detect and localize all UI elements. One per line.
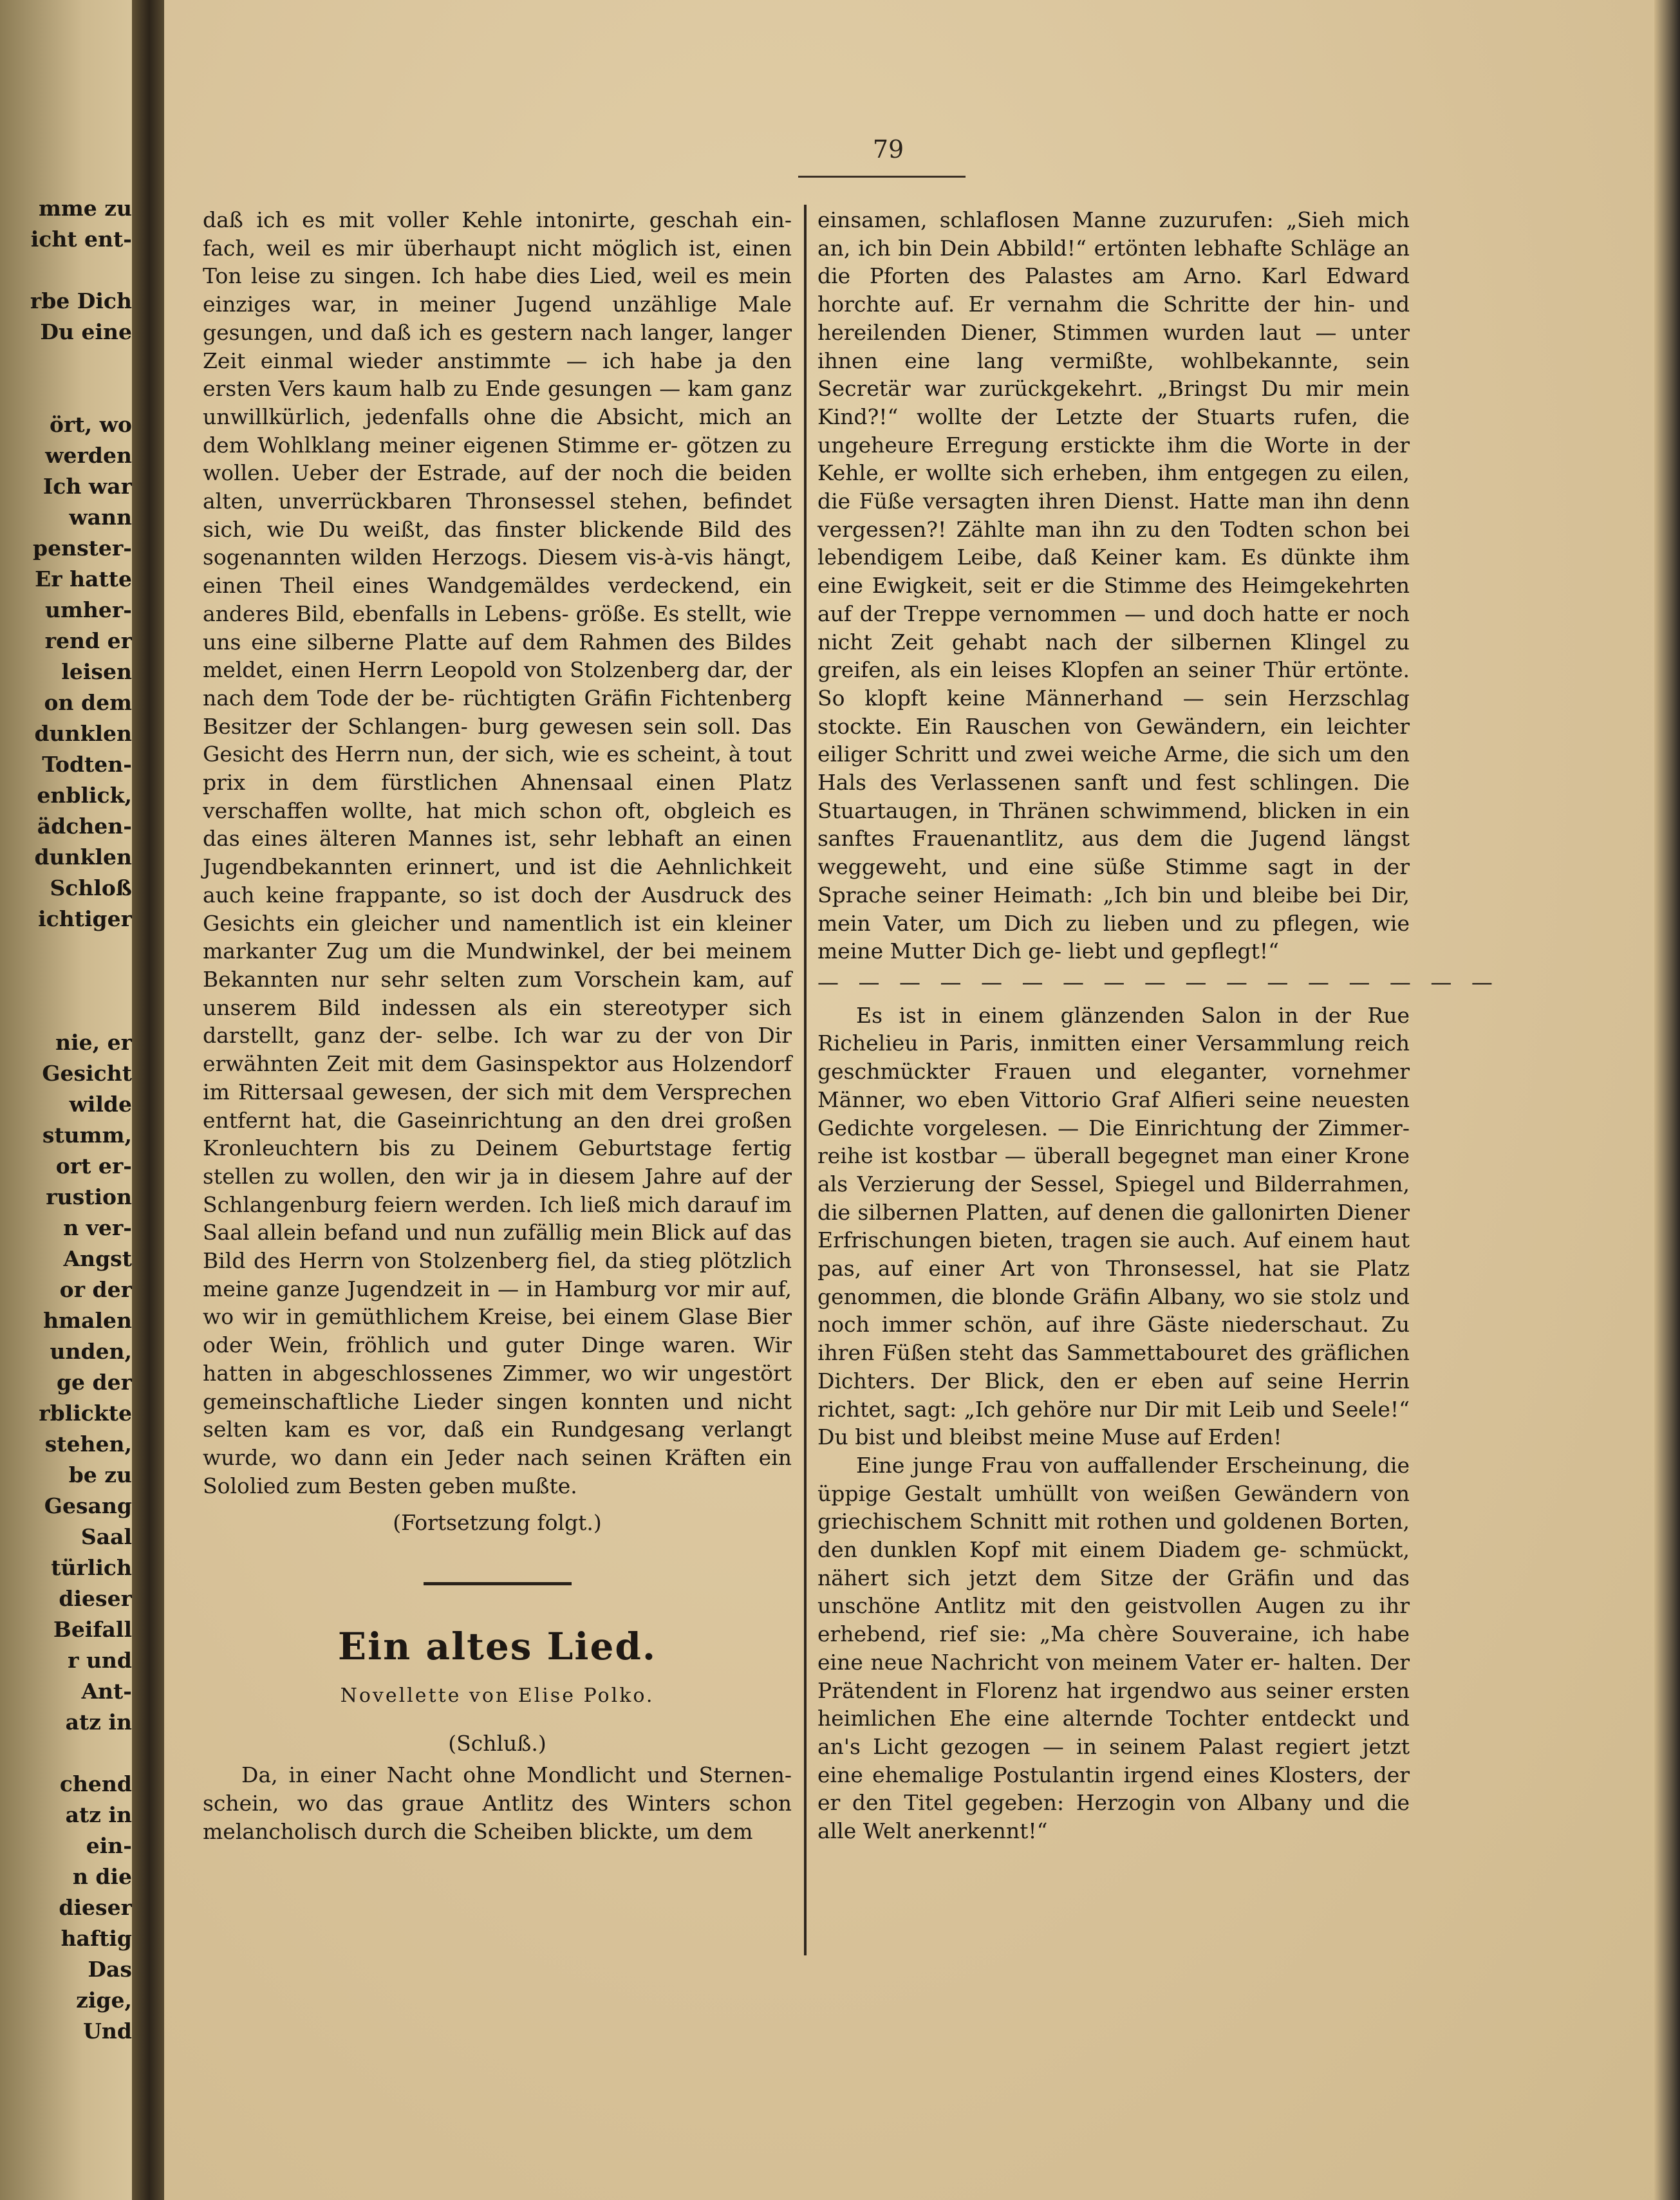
story-byline: Novellette von Elise Polko. <box>340 1684 655 1708</box>
facing-page-left <box>0 0 138 2200</box>
page-number: 79 <box>872 135 904 163</box>
facing-page-fragment: on dem <box>44 690 132 715</box>
facing-page-fragment: nie, er <box>55 1030 132 1055</box>
facing-page-fragment: Gesicht <box>42 1061 132 1086</box>
serial-paragraph: daß ich es mit voller Kehle intonirte, geschah ein- fach, weil es mir überhaupt nicht möglich ist, einen Ton leise zu singen. Ich habe dies Lied, weil es mein einziges war, in meiner Jugend unzählige Male gesungen, und daß ich es gestern nach langer, langer Zeit einmal wieder anstimmte — ich habe ja den ersten Vers kaum halb zu Ende gesungen — kam ganz unwillkürlich, jedenfalls ohne die Absicht, mich an dem Wohlklang meiner eigenen Stimme er- götzen zu wollen. Ueber der Estrade, auf der noch die beiden alten, unverrückbaren Thronsessel stehen, befindet sich, wie Du weißt, das finster blickende Bild des sogenannten wilden Herzogs. Diesem vis-à-vis hängt, einen Theil eines Wandgemäldes verdeckend, ein anderes Bild, ebenfalls in Lebens- größe. Es stellt, wie uns eine silberne Platte auf dem Rahmen des Bildes meldet, einen Herrn Leopold von Stolzenberg dar, der nach dem Tode der be- rüchtigten Gräfin Fichtenberg Besitzer der Schlangen- burg gewesen sein soll. Das Gesicht des Herrn nun, der sich, wie es scheint, à tout prix in dem fürstlichen Ahnensaal einen Platz verschaffen wollte, hat mich schon oft, obgleich es das eines älteren Mannes ist, sehr lebhaft an einen Jugendbekannten erinnert, und ist die Aehnlichkeit auch keine frappante, so ist doch der Ausdruck des Gesichts ein gleicher und namentlich ist ein kleiner markanter Zug um die Mundwinkel, der bei meinem Bekannten nur sehr selten zum Vorschein kam, auf unserem Bild indessen als ein stereotyper sich darstellt, ganz der- selbe. Ich war zu der von Dir erwähnten Zeit mit dem Gasinspektor aus Holzendorf im Rittersaal gewesen, der sich mit dem Versprechen entfernt hat, die Gaseinrichtung an den drei großen Kronleuchtern bis zu Deinem Geburtstage fertig stellen zu wollen, den wir ja in diesem Jahre auf der Schlangenburg feiern werden. Ich ließ mich darauf im Saal allein befand und nun zufällig mein Blick auf das Bild des Herrn von Stolzenberg fiel, da stieg plötzlich meine ganze Jugendzeit in — in Hamburg vor mir auf, wo wir in gemüthlichem Kreise, bei einem Glase Bier oder Wein, fröhlich und guter Dinge waren. Wir hatten in abgeschlossenes Zimmer, wo wir ungestört gemeinschaftliche Lieder singen konnten und nicht selten kam es vor, daß ein Rundgesang verlangt wurde, wo dann ein Jeder nach seinen Kräften ein Sololied zum Besten geben mußte. <box>203 207 792 1498</box>
facing-page-fragment: mme zu <box>38 196 132 221</box>
facing-page-fragment: be zu <box>68 1462 132 1487</box>
facing-page-fragment <box>3 1738 132 1769</box>
facing-page-fragment: türlich <box>51 1555 132 1580</box>
facing-page-fragment: ein- <box>86 1833 132 1858</box>
left-column <box>203 206 792 1846</box>
facing-page-fragment: zige, <box>76 1988 132 2013</box>
page-edge-shadow <box>1654 0 1680 2200</box>
story-paragraph: einsamen, schlaflosen Manne zuzurufen: „Sieh mich an, ich bin Dein Abbild!“ ertönten lebhafte Schläge an die Pforten des Palastes am Arno. Karl Edward horchte auf. Er vernahm die Schritte der hin- und hereilenden Diener, Stimmen wurden laut — unter ihnen eine lang vermißte, wohlbekannte, sein Secretär war zurückgekehrt. „Bringst Du mir mein Kind?!“ wollte der Letzte der Stuarts rufen, die ungeheure Erregung erstickte ihm die Worte in der Kehle, er wollte sich erheben, ihm entgegen zu eilen, die Füße versagten ihren Dienst. Hatte man ihn denn vergessen?! Zählte man ihn zu den Todten schon bei lebendigem Leibe, daß Keiner kam. Es dünkte ihm eine Ewigkeit, seit er die Stimme des Heimgekehrten auf der Treppe vernommen — und doch hatte er noch nicht Zeit gehabt nach der silbernen Klingel zu greifen, als ein leises Klopfen an seiner Thür ertönte. So klopft keine Männerhand — sein Herzschlag stockte. Ein Rauschen von Gewändern, ein leichter eiliger Schritt und zwei weiche Arme, die sich um den Hals des Verlassenen sanft und fest schlingen. Die Stuartaugen, in Thränen schwimmend, blicken in ein sanftes Frauenantlitz, aus dem die Jugend längst weggeweht, und eine süße Stimme sagt in der Sprache seiner Heimath: „Ich bin und bleibe bei Dir, mein Vater, um Dich zu lieben und zu pflegen, wie meine Mutter Dich ge- liebt und gepflegt!“ <box>817 207 1410 964</box>
story-part-label: (Schluß.) <box>448 1730 546 1756</box>
facing-page-fragment: rustion <box>46 1184 132 1209</box>
facing-page-fragment: Du eine <box>40 319 132 344</box>
facing-page-fragment: penster- <box>33 536 132 561</box>
facing-page-fragment: Beifall <box>53 1617 132 1642</box>
facing-page-fragment: ge der <box>56 1370 132 1395</box>
facing-page-fragment: leisen <box>61 659 132 684</box>
story-paragraph: Eine junge Frau von auffallender Erscheinung, die üppige Gestalt umhüllt von weißen Gewändern von griechischem Schnitt mit rothen und goldenen Borten, den dunklen Kopf mit einem Diadem ge- schmückt, nähert sich jetzt dem Sitze der Gräfin und das unschöne Antlitz mit den geistvollen Augen zu ihr erhebend, rief sie: „Ma chère Souveraine, ich habe eine neue Nachricht von meinem Vater er- halten. Der Prätendent in Florenz hat irgendwo aus seiner ersten heimlichen Ehe eine alternde Tochter entdeckt und an's Licht gezogen — in seinem Palast regiert jetzt eine ehemalige Postulantin irgend eines Klosters, der er den Titel gegeben: Herzogin von Albany und die alle Welt anerkennt!“ <box>817 1452 1410 1844</box>
facing-page-fragment: wilde <box>69 1092 132 1117</box>
right-column <box>817 206 1499 1845</box>
facing-page-fragment: Das <box>88 1957 132 1982</box>
facing-page-fragment: hmalen <box>43 1308 132 1333</box>
facing-page-text-fragments <box>3 193 132 2047</box>
facing-page-fragment: n die <box>72 1864 132 1889</box>
facing-page-fragment: wann <box>69 505 132 530</box>
facing-page-fragment: Und <box>83 2018 132 2044</box>
continuation-note: (Fortsetzung folgt.) <box>393 1510 602 1536</box>
facing-page-fragment: Er hatte <box>35 566 132 592</box>
facing-page-fragment: Ich war <box>42 474 132 499</box>
facing-page-fragment: Gesang <box>44 1493 132 1518</box>
facing-page-fragment: dieser <box>59 1895 132 1920</box>
facing-page-fragment <box>3 996 132 1027</box>
page-79 <box>164 0 1680 2200</box>
facing-page-fragment: Saal <box>80 1524 132 1549</box>
page-number-rule <box>798 176 966 178</box>
facing-page-fragment <box>3 965 132 996</box>
facing-page-fragment <box>3 255 132 286</box>
facing-page-fragment <box>3 378 132 409</box>
facing-page-fragment: rblickte <box>39 1401 132 1426</box>
story-title: Ein altes Lied. <box>337 1625 657 1669</box>
facing-page-fragment: umher- <box>45 597 132 622</box>
column-divider <box>804 205 807 1955</box>
facing-page-fragment: dunklen <box>34 844 132 870</box>
facing-page-fragment: ort er- <box>55 1153 132 1179</box>
dash-separator: — — — — — — — — — — — — — — — — — <box>817 969 1499 994</box>
facing-page-fragment: n ver- <box>63 1215 132 1240</box>
facing-page-fragment: enblick, <box>37 783 132 808</box>
facing-page-fragment: rbe Dich <box>30 288 132 313</box>
facing-page-fragment: stumm, <box>42 1123 132 1148</box>
facing-page-fragment: ichtiger <box>38 906 132 931</box>
facing-page-fragment <box>3 348 132 378</box>
facing-page-fragment: Schloß <box>50 875 132 900</box>
facing-page-fragment: dunklen <box>34 721 132 746</box>
facing-page-fragment: werden <box>45 443 132 468</box>
facing-page-fragment: icht ent- <box>30 227 132 252</box>
facing-page-fragment: chend <box>59 1771 132 1796</box>
facing-page-fragment: Todten- <box>42 752 132 777</box>
facing-page-fragment: or der <box>59 1277 132 1302</box>
story-paragraph: Es ist in einem glänzenden Salon in der Rue Richelieu in Paris, inmitten einer Versammlung reich geschmückter Frauen und eleganter, vornehmer Männer, wo eben Vittorio Graf Alfieri seine neuesten Gedichte vorgelesen. — Die Einrichtung der Zimmer- reihe ist kostbar — überall begegnet man einer Krone als Verzierung der Sessel, Spiegel und Bilderrahmen, die silbernen Platten, auf denen die gallonirten Diener Erfrischungen bieten, tragen sie auch. Auf einem haut pas, auf einer Art von Thronsessel, hat sie Platz genommen, die blonde Gräfin Albany, wo sie stolz und noch immer schön, auf ihre Gäste niederschaut. Zu ihren Füßen steht das Sammettabouret des gräflichen Dichters. Der Blick, den er eben auf seine Herrin richtet, sagt: „Ich gehöre nur Dir mit Leib und Seele!“ Du bist und bleibst meine Muse auf Erden! <box>817 1002 1410 1450</box>
facing-page-fragment: unden, <box>50 1339 132 1364</box>
facing-page-fragment: stehen, <box>44 1431 132 1457</box>
facing-page-fragment: haftig <box>61 1926 132 1951</box>
facing-page-fragment <box>3 935 132 965</box>
facing-page-fragment: Ant- <box>81 1679 132 1704</box>
facing-page-fragment: r und <box>68 1648 132 1673</box>
facing-page-fragment: dieser <box>59 1586 132 1611</box>
story-paragraph: Da, in einer Nacht ohne Mondlicht und Sternen- schein, wo das graue Antlitz des Winters schon melancholisch durch die Scheiben blickte, um dem <box>203 1762 792 1844</box>
facing-page-fragment: atz in <box>65 1802 132 1827</box>
facing-page-fragment: Angst <box>63 1246 132 1271</box>
facing-page-fragment: ädchen- <box>37 814 132 839</box>
facing-page-fragment: ört, wo <box>49 412 132 437</box>
facing-page-fragment: rend er <box>44 628 132 653</box>
facing-page-fragment: atz in <box>65 1710 132 1735</box>
section-rule <box>424 1582 572 1585</box>
